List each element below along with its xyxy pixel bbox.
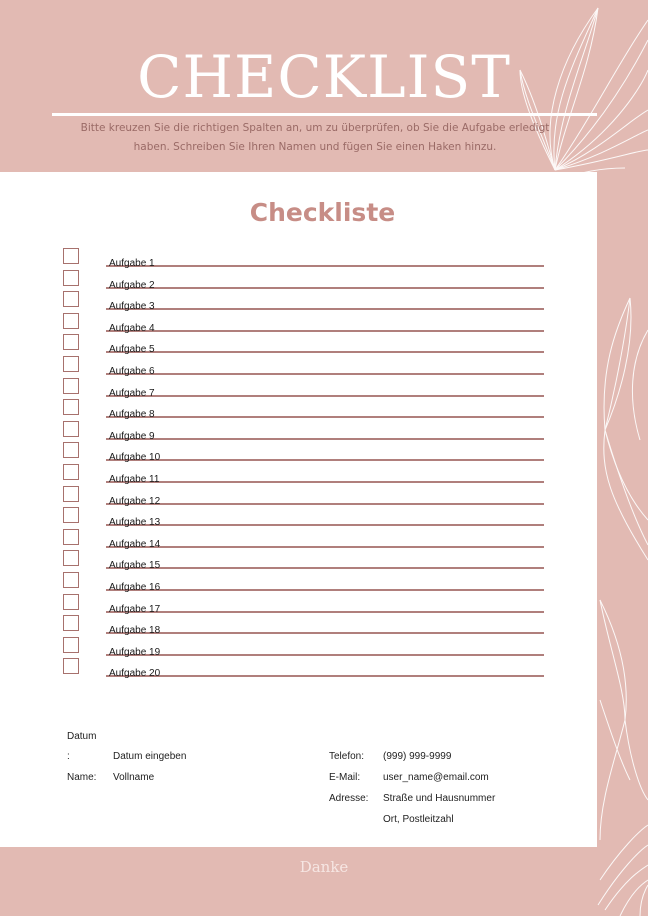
task-row: [0, 291, 597, 311]
task-label: Aufgabe 5: [109, 344, 155, 356]
task-label: Aufgabe 3: [109, 301, 155, 313]
task-rule: [106, 351, 544, 353]
task-label: Aufgabe 14: [109, 538, 161, 550]
task-rule: [106, 589, 544, 591]
email-field[interactable]: user_name@email.com: [383, 772, 489, 783]
task-checkbox[interactable]: [63, 658, 79, 674]
checklist-title: Checkliste: [249, 198, 396, 227]
task-label: Aufgabe 1: [109, 258, 155, 269]
task-rule: [106, 654, 544, 656]
task-row: [0, 550, 597, 570]
task-checkbox[interactable]: [63, 550, 79, 566]
phone-field[interactable]: (999) 999-9999: [383, 751, 452, 762]
task-label: Aufgabe 17: [109, 603, 161, 615]
task-rule: [106, 416, 544, 418]
task-checkbox[interactable]: [63, 313, 79, 329]
address-label: Adresse:: [329, 793, 369, 804]
task-checkbox[interactable]: [63, 529, 79, 545]
task-checkbox[interactable]: [63, 637, 79, 653]
task-label: Aufgabe 9: [109, 430, 155, 442]
task-checkbox[interactable]: [63, 615, 79, 631]
task-label: Aufgabe 8: [109, 409, 155, 421]
task-row: [0, 313, 597, 333]
phone-label: Telefon:: [329, 751, 365, 762]
date-label-line1: Datum: [67, 731, 97, 742]
task-row: [0, 270, 597, 290]
task-rule: [106, 265, 544, 267]
task-label: Aufgabe 4: [109, 322, 155, 334]
task-rule: [106, 675, 544, 677]
task-rule: [106, 481, 544, 483]
title-divider: [52, 113, 597, 116]
task-checkbox[interactable]: [63, 356, 79, 372]
name-field[interactable]: Vollname: [113, 772, 155, 783]
task-label: Aufgabe 11: [109, 474, 160, 485]
email-label: E-Mail:: [329, 772, 361, 783]
task-label: Aufgabe 15: [109, 560, 161, 572]
task-checkbox[interactable]: [63, 248, 79, 264]
task-row: [0, 248, 597, 268]
instructions: [60, 119, 570, 157]
task-row: [0, 486, 597, 506]
task-label: Aufgabe 12: [109, 495, 161, 507]
task-label: Aufgabe 7: [109, 387, 155, 399]
task-label: Aufgabe 20: [109, 668, 161, 680]
task-checkbox[interactable]: [63, 507, 79, 523]
task-row: [0, 356, 597, 376]
task-row: [0, 572, 597, 592]
task-rule: [106, 287, 544, 289]
task-row: [0, 421, 597, 441]
task-rule: [106, 611, 544, 613]
instructions-line-2: haben. Schreiben Sie Ihren Namen und fügen Sie einen Haken hinzu.: [133, 141, 497, 153]
task-checkbox[interactable]: [63, 334, 79, 350]
address-city-field[interactable]: Ort, Postleitzahl: [383, 814, 454, 825]
task-rule: [106, 503, 544, 505]
task-checkbox[interactable]: [63, 270, 79, 286]
task-label: Aufgabe 19: [109, 646, 161, 658]
task-row: [0, 442, 597, 462]
task-checkbox[interactable]: [63, 594, 79, 610]
task-row: [0, 615, 597, 635]
task-checkbox[interactable]: [63, 378, 79, 394]
page-title: CHECKLIST: [137, 43, 511, 111]
task-row: [0, 378, 597, 398]
task-label: Aufgabe 10: [109, 452, 161, 464]
name-label: Name:: [67, 772, 97, 783]
task-row: [0, 464, 597, 484]
task-row: [0, 507, 597, 527]
date-field[interactable]: Datum eingeben: [113, 751, 187, 762]
task-checkbox[interactable]: [63, 442, 79, 458]
task-rule: [106, 546, 544, 548]
task-checkbox[interactable]: [63, 464, 79, 480]
task-row: [0, 334, 597, 354]
task-rule: [106, 438, 544, 440]
task-row: [0, 658, 597, 678]
footer-thanks: Danke: [299, 858, 349, 876]
task-checkbox[interactable]: [63, 291, 79, 307]
task-checkbox[interactable]: [63, 399, 79, 415]
task-rule: [106, 632, 544, 634]
task-checkbox[interactable]: [63, 572, 79, 588]
task-checkbox[interactable]: [63, 486, 79, 502]
task-label: Aufgabe 16: [109, 582, 161, 593]
task-row: [0, 637, 597, 657]
address-street-field[interactable]: Straße und Hausnummer: [383, 793, 496, 804]
task-rule: [106, 308, 544, 310]
task-row: [0, 399, 597, 419]
task-checkbox[interactable]: [63, 421, 79, 437]
task-label: Aufgabe 13: [109, 517, 161, 529]
instructions-line-1: Bitte kreuzen Sie die richtigen Spalten an, um zu überprüfen, ob Sie die Aufgabe erledigt: [80, 122, 550, 134]
task-rule: [106, 567, 544, 569]
task-row: [0, 529, 597, 549]
date-label-line2: :: [67, 751, 70, 762]
task-row: [0, 594, 597, 614]
task-rule: [106, 459, 544, 461]
task-rule: [106, 524, 544, 526]
task-label: Aufgabe 6: [109, 366, 155, 377]
task-label: Aufgabe 2: [109, 279, 155, 291]
task-rule: [106, 395, 544, 397]
task-label: Aufgabe 18: [109, 625, 161, 637]
task-rule: [106, 330, 544, 332]
task-rule: [106, 373, 544, 375]
